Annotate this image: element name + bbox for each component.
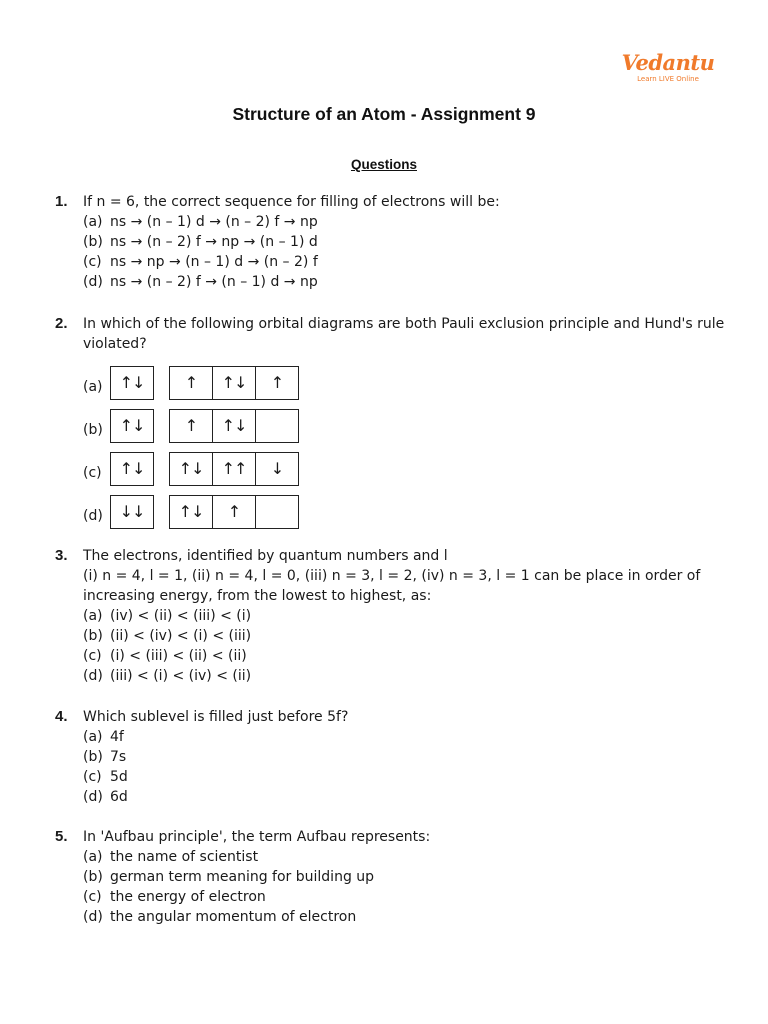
orbital-cell: ↑↓	[170, 496, 213, 528]
question-text: In which of the following orbital diagrams are both Pauli exclusion principle and Hund's rule violated?	[83, 316, 725, 352]
option-label: (c)	[83, 769, 102, 785]
option-label: (d)	[83, 508, 103, 524]
option-b	[83, 232, 725, 252]
option-label: (a)	[83, 379, 103, 395]
orbital-cell	[256, 496, 298, 528]
orbital-cell: ↑↓	[119, 416, 145, 435]
orbital-cell: ↑↑	[213, 453, 256, 485]
option-label: (b)	[83, 869, 103, 885]
question-number: 5.	[55, 828, 68, 845]
option-c	[83, 646, 725, 666]
orbital-cell: ↑↓	[213, 410, 256, 442]
option-text: (iii) < (i) < (iv) < (ii)	[110, 668, 252, 684]
option-a	[83, 212, 725, 232]
option-c	[83, 452, 725, 495]
option-text: german term meaning for building up	[110, 869, 375, 885]
s-orbital-box	[110, 495, 154, 529]
question-text-line-1: The electrons, identified by quantum numbers and l	[83, 548, 448, 564]
p-orbital-boxes	[169, 409, 299, 443]
option-label: (d)	[83, 789, 103, 805]
option-a	[83, 727, 725, 747]
option-c	[83, 767, 725, 787]
question-4	[55, 707, 725, 807]
option-b	[83, 747, 725, 767]
orbital-cell: ↓	[270, 459, 284, 478]
page-title: Structure of an Atom - Assignment 9	[232, 104, 536, 124]
s-orbital-box	[110, 366, 154, 400]
option-d	[83, 666, 725, 686]
question-text: Which sublevel is filled just before 5f?	[83, 709, 349, 725]
option-text: ns → (n – 2) f → np → (n – 1) d	[110, 234, 318, 250]
option-d	[83, 272, 725, 292]
option-text: ns → (n – 1) d → (n – 2) f → np	[110, 214, 318, 230]
orbital-cell: ↑	[270, 373, 284, 392]
option-a	[83, 366, 725, 409]
question-number: 3.	[55, 547, 68, 564]
logo-tagline: Learn LIVE Online	[637, 75, 699, 83]
option-label: (a)	[83, 849, 103, 865]
orbital-cell	[256, 410, 298, 442]
s-orbital-box	[110, 409, 154, 443]
option-label: (d)	[83, 274, 103, 290]
option-label: (c)	[83, 889, 102, 905]
option-a	[83, 847, 725, 867]
orbital-cell: ↑↓	[213, 367, 256, 399]
question-number: 1.	[55, 193, 68, 210]
option-c	[83, 252, 725, 272]
option-label: (a)	[83, 729, 103, 745]
orbital-cell: ↑	[213, 496, 256, 528]
orbital-cell: ↑	[170, 367, 213, 399]
orbital-cell: ↑↓	[119, 373, 145, 392]
option-label: (c)	[83, 254, 102, 270]
option-label: (c)	[83, 465, 102, 481]
question-3	[55, 546, 725, 686]
p-orbital-boxes	[169, 495, 299, 529]
option-text: the name of scientist	[110, 849, 259, 865]
option-b	[83, 867, 725, 887]
orbital-cell: ↓↓	[119, 502, 145, 521]
option-label: (c)	[83, 648, 102, 664]
option-d	[83, 787, 725, 807]
option-d	[83, 495, 725, 538]
vedantu-logo	[620, 52, 716, 84]
option-d	[83, 907, 725, 927]
logo-brand: Vedantu	[621, 50, 715, 75]
option-text: ns → (n – 2) f → (n – 1) d → np	[110, 274, 318, 290]
option-text: (ii) < (iv) < (i) < (iii)	[110, 628, 252, 644]
option-b	[83, 409, 725, 452]
option-text: 5d	[110, 769, 128, 785]
orbital-cell: ↑↓	[119, 459, 145, 478]
question-2	[55, 314, 725, 538]
option-label: (b)	[83, 422, 103, 438]
question-text: If n = 6, the correct sequence for filling of electrons will be:	[83, 194, 500, 210]
orbital-cell: ↑	[170, 410, 213, 442]
option-text: ns → np → (n – 1) d → (n – 2) f	[110, 254, 318, 270]
question-5	[55, 827, 725, 927]
option-text: 7s	[110, 749, 127, 765]
p-orbital-boxes	[169, 452, 299, 486]
question-text-line-2: (i) n = 4, l = 1, (ii) n = 4, l = 0, (iii) n = 3, l = 2, (iv) n = 3, l = 1 can be place in order of	[83, 568, 701, 584]
option-text: the energy of electron	[110, 889, 266, 905]
option-label: (b)	[83, 749, 103, 765]
question-number: 4.	[55, 708, 68, 725]
option-label: (b)	[83, 234, 103, 250]
question-1	[55, 192, 725, 292]
option-label: (d)	[83, 668, 103, 684]
option-a	[83, 606, 725, 626]
question-text: In 'Aufbau principle', the term Aufbau represents:	[83, 829, 431, 845]
section-heading: Questions	[350, 157, 417, 172]
s-orbital-box	[110, 452, 154, 486]
p-orbital-boxes	[169, 366, 299, 400]
option-label: (a)	[83, 608, 103, 624]
option-text: the angular momentum of electron	[110, 909, 357, 925]
orbital-cell: ↑↓	[170, 453, 213, 485]
option-c	[83, 887, 725, 907]
option-label: (b)	[83, 628, 103, 644]
option-text: (i) < (iii) < (ii) < (ii)	[110, 648, 247, 664]
option-text: 6d	[110, 789, 128, 805]
question-text-line-3: increasing energy, from the lowest to highest, as:	[83, 588, 432, 604]
option-text: (iv) < (ii) < (iii) < (i)	[110, 608, 252, 624]
option-text: 4f	[110, 729, 124, 745]
question-number: 2.	[55, 315, 68, 332]
option-b	[83, 626, 725, 646]
option-label: (d)	[83, 909, 103, 925]
option-label: (a)	[83, 214, 103, 230]
